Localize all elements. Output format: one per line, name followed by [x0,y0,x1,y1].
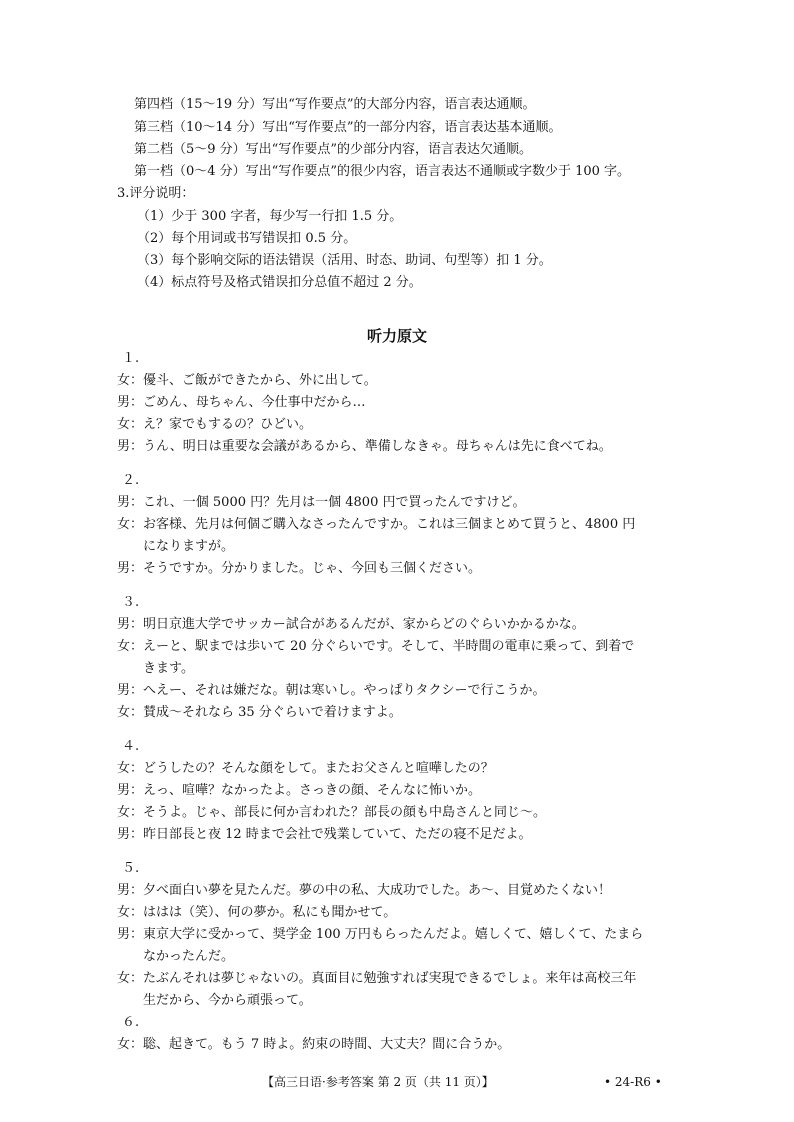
scoring-note: （2）每个用词或书写错误扣 0.5 分。 [137,231,357,246]
speaker-label: 女： [117,905,144,920]
speaker-label: 女： [117,705,144,720]
speaker-label: 男： [117,827,144,842]
speaker-label: 男： [117,927,144,942]
dialogue-line [117,784,481,797]
utterance-continuation: きます。 [143,661,194,676]
utterance: 賛成～それなら 35 分ぐらいで着けますよ。 [143,705,402,720]
speaker-label: 女： [117,517,144,532]
dialogue-number: ３. [122,595,140,610]
utterance: どうしたの？そんな顔をして。またお父さんと喧嘩したの？ [143,761,494,776]
utterance: そうですか。分かりました。じゃ、今回も三個ください。 [143,561,482,576]
scoring-note: （4）标点符号及格式错误扣分总值不超过 2 分。 [137,275,422,290]
page-code: • 24-R6 • [604,1075,662,1089]
speaker-label: 男： [117,683,144,698]
grade-1: 第一档（0～4 分）写出“写作要点”的很少内容，语言表达不通顺或字数少于 100 字。 [134,164,631,179]
speaker-label: 男： [117,883,144,898]
utterance: そうよ。じゃ、部長に何か言われた？部長の顔も中島さんと同じ～。 [143,805,547,820]
utterance: え？家でもするの？ひどい。 [143,417,313,432]
scoring-note: （1）少于 300 字者，每少写一行扣 1.5 分。 [137,209,403,224]
dialogue-line [117,640,634,653]
dialogue-number: １. [122,351,140,366]
grade-4: 第四档（15～19 分）写出“写作要点”的大部分内容，语言表达通顺。 [134,97,536,112]
dialogue-line [117,762,494,775]
utterance: 夕べ面白い夢を見たんだ。夢の中の私、大成功でした。あ～、目覚めたくない！ [143,883,612,898]
dialogue-number: ４. [122,739,140,754]
dialogue-line [117,396,366,409]
scoring-notes-title: 3.评分说明： [117,186,195,201]
utterance: うん、明日は重要な会議があるから、準備しなきゃ。母ちゃんは先に食べてね。 [143,439,612,454]
utterance-continuation: 生だから、今から頑張って。 [143,993,312,1008]
speaker-label: 女： [117,761,144,776]
dialogue-line [117,928,643,941]
grade-2: 第二档（5～9 分）写出“写作要点”的少部分内容，语言表达欠通顺。 [134,142,532,157]
utterance: えっ、喧嘩？なかったよ。さっきの顔、そんなに怖いか。 [143,783,482,798]
dialogue-line [117,374,377,387]
dialogue-line [117,1038,510,1051]
speaker-label: 女： [117,417,144,432]
utterance: ごめん、母ちゃん、今仕事中だから… [143,395,366,410]
dialogue-line [117,496,525,509]
dialogue-line [117,706,402,719]
utterance: 聡、起きて。もう 7 時よ。約束の時間、大丈夫？間に合うか。 [143,1037,511,1052]
utterance-continuation: なかったんだ。 [143,949,235,964]
dialogue-line [117,518,635,531]
dialogue-line [117,906,396,919]
dialogue-number: ２. [122,473,140,488]
utterance: えーと、駅までは歩いて 20 分ぐらいです。そして、半時間の電車に乗って、到着で [143,639,635,654]
dialogue-line [117,562,481,575]
dialogue-line [117,972,636,985]
dialogue-line [117,828,532,841]
utterance: お客様、先月は何個ご購入なさったんですか。これは三個まとめて買うと、4800 円 [143,517,636,532]
speaker-label: 男： [117,439,144,454]
dialogue-line [117,618,585,631]
dialogue-number: ６. [122,1015,140,1030]
page-footer: 【高三日语·参考答案 第 2 页（共 11 页）】 [262,1075,494,1089]
dialogue-number: ５. [122,861,140,876]
utterance: 優斗、ご飯ができたから、外に出して。 [143,373,377,388]
utterance: たぶんそれは夢じゃないの。真面目に勉強すれば実現できるでしょ。来年は高校三年 [143,971,637,986]
speaker-label: 女： [117,1037,144,1052]
speaker-label: 男： [117,561,144,576]
speaker-label: 男： [117,395,144,410]
utterance: ははは（笑）、何の夢か。私にも聞かせて。 [143,905,397,920]
utterance: 昨日部長と夜 12 時まで会社で残業していて、ただの寝不足だよ。 [143,827,532,842]
speaker-label: 女： [117,971,144,986]
speaker-label: 男： [117,495,144,510]
dialogue-line [117,806,546,819]
utterance: 東京大学に受かって、奨学金 100 万円もらったんだよ。嬉しくて、嬉しくて、たまら [143,927,644,942]
speaker-label: 女： [117,373,144,388]
section-title: 听力原文 [367,327,428,345]
dialogue-line [117,684,545,697]
speaker-label: 女： [117,805,144,820]
utterance: へえー、それは嫌だな。朝は寒いし。やっぱりタクシーで行こうか。 [143,683,546,698]
dialogue-line [117,418,312,431]
dialogue-line [117,884,611,897]
speaker-label: 男： [117,617,144,632]
scoring-note: （3）每个影响交际的语法错误（活用、时态、助词、句型等）扣 1 分。 [137,253,552,268]
speaker-label: 男： [117,783,144,798]
utterance: 明日京進大学でサッカー試合があるんだが、家からどのぐらいかかるかな。 [143,617,585,632]
speaker-label: 女： [117,639,144,654]
utterance: これ、一個 5000 円？先月は一個 4800 円で買ったんですけど。 [143,495,526,510]
utterance-continuation: になりますが。 [143,539,235,554]
grade-3: 第三档（10～14 分）写出“写作要点”的一部分内容，语言表达基本通顺。 [134,120,562,135]
dialogue-line [117,440,612,453]
